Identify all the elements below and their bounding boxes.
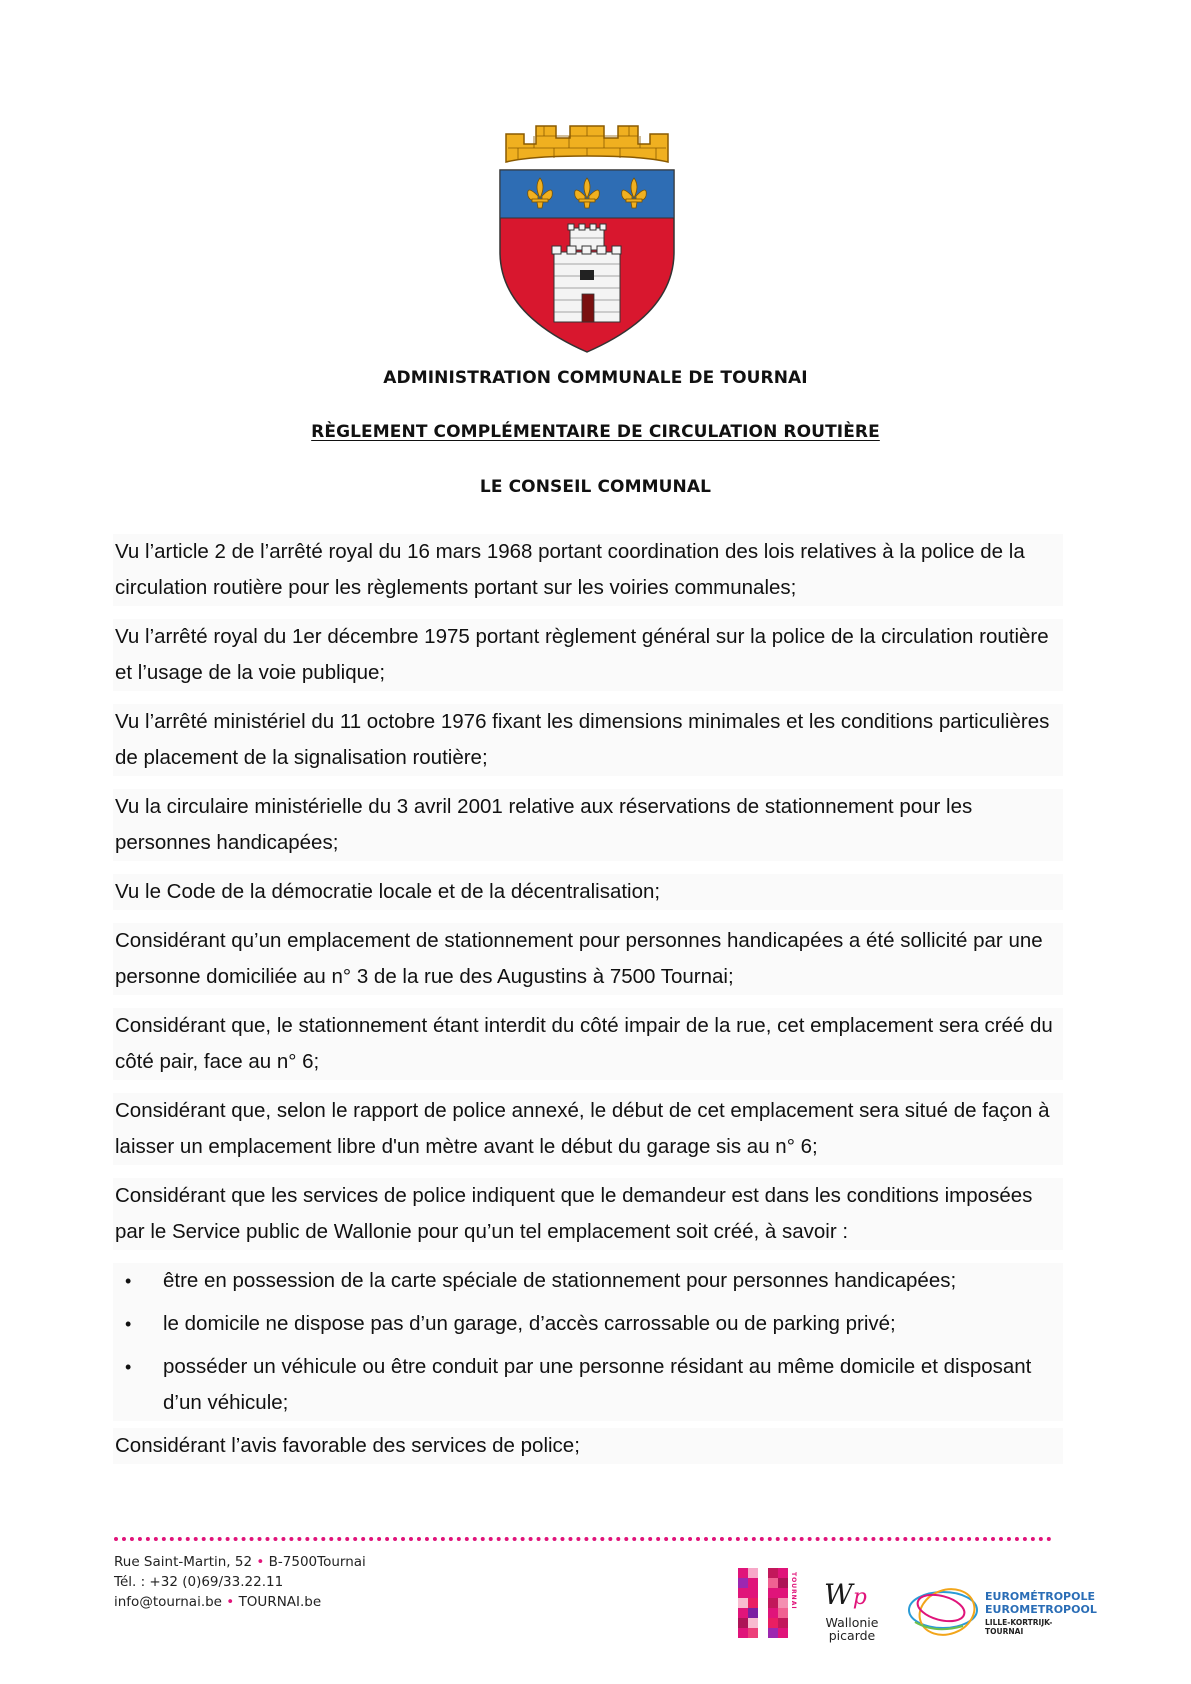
- regulation-subtitle: RÈGLEMENT COMPLÉMENTAIRE DE CIRCULATION ROUTIÈRE: [311, 422, 880, 442]
- paragraph: Considérant que, selon le rapport de police annexé, le début de cet emplacement sera situé de façon à laisser un emplacement libre d'un mètre avant le début du garage sis au n° 6;: [113, 1093, 1063, 1165]
- paragraph: Considérant que, le stationnement étant interdit du côté impair de la rue, cet emplacement sera créé du côté pair, face au n° 6;: [113, 1008, 1063, 1080]
- conditions-list: [113, 1263, 1063, 1421]
- contact-line: info@tournai.be • TOURNAI.be: [114, 1594, 322, 1610]
- eurometropole-swirl-icon: [905, 1582, 983, 1642]
- paragraph: Vu la circulaire ministérielle du 3 avril 2001 relative aux réservations de stationnement pour les personnes handicapées;: [113, 789, 1063, 861]
- bullet-icon: •: [125, 1314, 132, 1334]
- list-item: • le domicile ne dispose pas d’un garage, d’accès carrossable ou de parking privé;: [113, 1306, 1063, 1342]
- paragraph: Vu le Code de la démocratie locale et de la décentralisation;: [113, 874, 1063, 910]
- website-link[interactable]: TOURNAI.be: [238, 1594, 322, 1610]
- email-link[interactable]: info@tournai.be: [114, 1594, 222, 1610]
- address-line: Rue Saint-Martin, 52 • B-7500Tournai: [114, 1554, 366, 1570]
- paragraph: Vu l’arrêté royal du 1er décembre 1975 portant règlement général sur la police de la circulation routière et l’usage de la voie publique;: [113, 619, 1063, 691]
- bullet-icon: •: [125, 1271, 132, 1291]
- document-body: [113, 534, 1063, 1477]
- page-title: ADMINISTRATION COMMUNALE DE TOURNAI: [383, 368, 808, 388]
- footer-divider: [114, 1537, 1052, 1541]
- phone-line: Tél. : +32 (0)69/33.22.11: [114, 1574, 284, 1590]
- wallonie-picarde-logo: Wp Wallonie picarde: [824, 1578, 879, 1643]
- list-item: • être en possession de la carte spéciale de stationnement pour personnes handicapées;: [113, 1263, 1063, 1299]
- tournai-logo: [738, 1568, 797, 1646]
- paragraph: Considérant que les services de police indiquent que le demandeur est dans les conditions imposées par le Service public de Wallonie pour qu’un tel emplacement soit créé, à savoir :: [113, 1178, 1063, 1250]
- eurometropole-logo: EUROMÉTROPOLE EUROMETROPOOL LILLE-KORTRIJK-TOURNAI: [905, 1582, 1085, 1646]
- council-heading: LE CONSEIL COMMUNAL: [479, 477, 712, 497]
- footer-address: [114, 1552, 366, 1612]
- bullet-icon: •: [125, 1357, 132, 1377]
- paragraph: Considérant qu’un emplacement de stationnement pour personnes handicapées a été sollicité par une personne domiciliée au n° 3 de la rue des Augustins à 7500 Tournai;: [113, 923, 1063, 995]
- tournai-logo-text: TOURNAI: [790, 1572, 797, 1610]
- paragraph: Vu l’arrêté ministériel du 11 octobre 1976 fixant les dimensions minimales et les conditions particulières de placement de la signalisation routière;: [113, 704, 1063, 776]
- closing-paragraph: Considérant l’avis favorable des services de police;: [113, 1428, 1063, 1464]
- list-item: • posséder un véhicule ou être conduit par une personne résidant au même domicile et disposant d’un véhicule;: [113, 1349, 1063, 1421]
- wp-mark-icon: Wp: [824, 1578, 867, 1611]
- tournai-coat-of-arms: [494, 124, 679, 354]
- paragraph: Vu l’article 2 de l’arrêté royal du 16 mars 1968 portant coordination des lois relatives à la police de la circulation routière pour les règlements portant sur les voiries communales;: [113, 534, 1063, 606]
